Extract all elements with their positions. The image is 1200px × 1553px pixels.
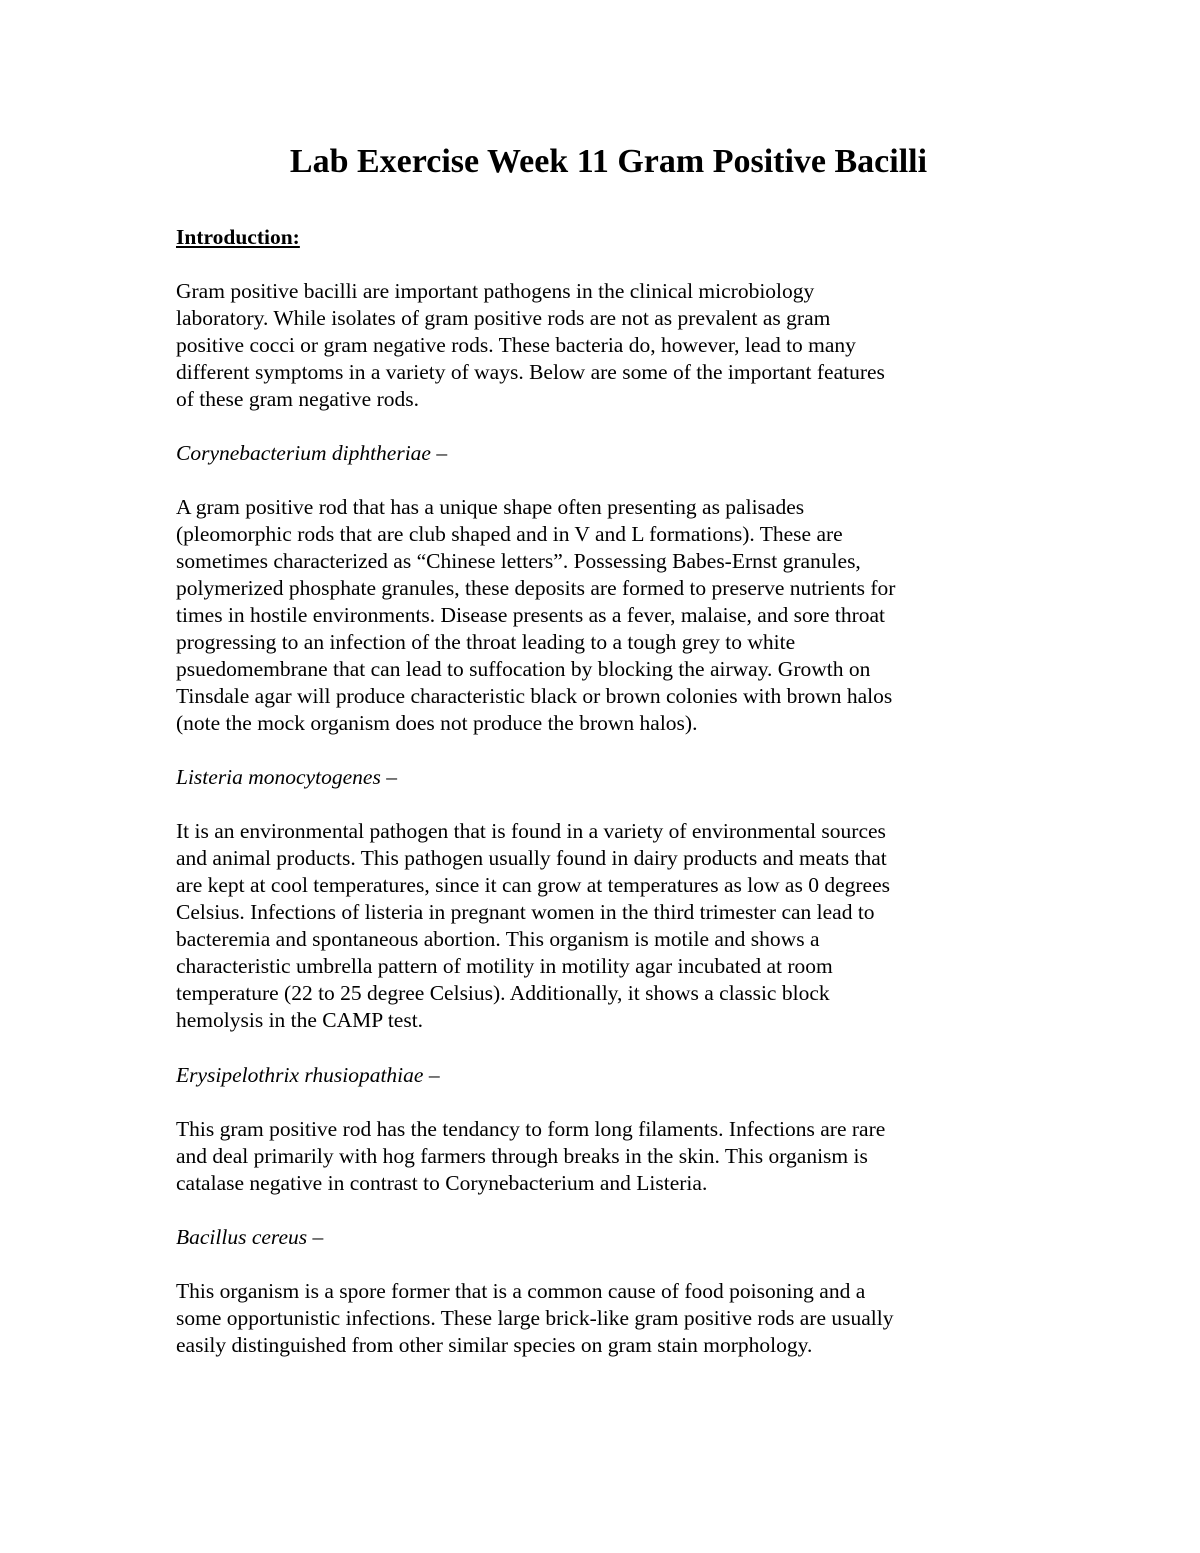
organism-paragraph-erysipelothrix: This gram positive rod has the tendancy to form long filaments. Infections are rare and deal primarily with hog farmers through breaks in the skin. This organism is catalase negative in contrast to Corynebacterium and Listeria. xyxy=(176,1117,886,1195)
organism-heading-erysipelothrix: Erysipelothrix rhusiopathiae – xyxy=(176,1063,440,1087)
introduction-paragraph: Gram positive bacilli are important pathogens in the clinical microbiology laboratory. While isolates of gram positive rods are not as prevalent as gram positive cocci or gram negative rods. These bacteria do, however, lead to many different symptoms in a variety of ways. Below are some of the important features of these gram negative rods. xyxy=(176,279,885,411)
introduction-heading: Introduction: xyxy=(176,225,300,249)
organism-heading-bacillus: Bacillus cereus – xyxy=(176,1225,324,1249)
organism-paragraph-listeria: It is an environmental pathogen that is found in a variety of environmental sources and animal products. This pathogen usually found in dairy products and meats that are kept at cool temperatures, since it can grow at temperatures as low as 0 degrees Celsius. Infections of listeria in pregnant women in the third trimester can lead to bacteremia and spontaneous abortion. This organism is motile and shows a characteristic umbrella pattern of motility in motility agar incubated at room temperature (22 to 25 degree Celsius). Additionally, it shows a classic block hemolysis in the CAMP test. xyxy=(176,819,890,1032)
organism-paragraph-corynebacterium: A gram positive rod that has a unique shape often presenting as palisades (pleomorphic rods that are club shaped and in V and L formations). These are sometimes characterized as “Chinese letters”. Possessing Babes-Ernst granules, polymerized phosphate granules, these deposits are formed to preserve nutrients for times in hostile environments. Disease presents as a fever, malaise, and sore throat progressing to an infection of the throat leading to a tough grey to white psuedomembrane that can lead to suffocation by blocking the airway. Growth on Tinsdale agar will produce characteristic black or brown colonies with brown halos (note the mock organism does not produce the brown halos). xyxy=(176,495,896,735)
organism-heading-corynebacterium: Corynebacterium diphtheriae – xyxy=(176,441,448,465)
organism-paragraph-bacillus: This organism is a spore former that is a common cause of food poisoning and a some opportunistic infections. These large brick-like gram positive rods are usually easily distinguished from other similar species on gram stain morphology. xyxy=(176,1279,894,1357)
document-title: Lab Exercise Week 11 Gram Positive Bacilli xyxy=(289,143,928,180)
organism-heading-listeria: Listeria monocytogenes – xyxy=(176,765,397,789)
